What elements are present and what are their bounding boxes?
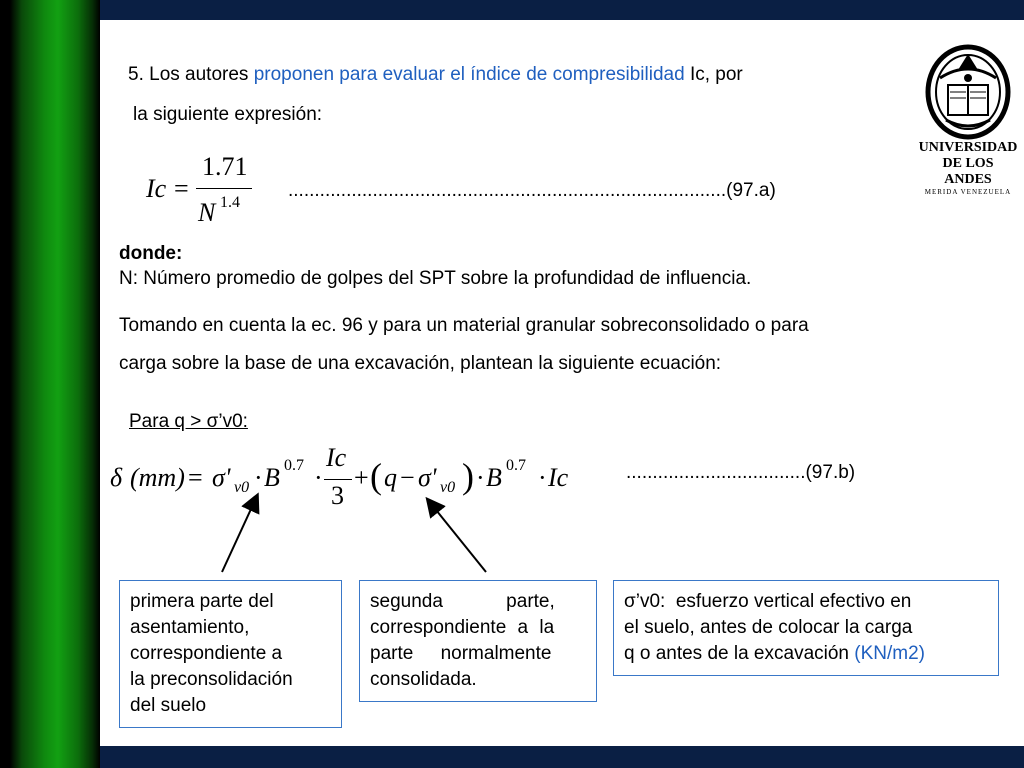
box2-line: consolidada. [370,669,477,690]
eq-b-dot1: · [254,463,263,492]
logo-line3: MERIDA VENEZUELA [924,188,1012,196]
eq-b-dot4: · [538,463,547,492]
box-first-part [119,580,342,728]
box3-line2: el suelo, antes de colocar la carga [624,617,913,638]
donde-title: donde: [119,243,183,264]
point5-line2: la siguiente expresión: [133,104,323,125]
logo-line1: UNIVERSIDAD [918,140,1018,155]
eq-a-lhs: Ic [146,174,167,203]
eq-a-numerator: 1.71 [202,152,248,181]
eq-b-B1: B [264,463,280,492]
eq-b-sub2: v0 [440,479,456,496]
eq-b-three: 3 [331,481,344,510]
eq-b-mm: (mm) [130,463,185,492]
eq-b-delta: δ [110,463,123,492]
box1-line: primera parte del [130,591,274,612]
eq-b-ic-end: Ic [548,463,569,492]
condition-label: Para q > σ’v0: [129,411,248,432]
box2-line: segunda parte, [370,591,555,612]
eq-a-den-base: N [198,198,216,227]
eq-b-B2: B [486,463,502,492]
paragraph-line1: Tomando en cuenta la ec. 96 y para un material granular sobreconsolidado o para [119,315,809,336]
eq-a-den-exp: 1.4 [220,194,240,211]
box3-units: (KN/m2) [854,643,925,664]
box1-line: asentamiento, [130,617,250,638]
point5-text-c: Ic, por [684,64,743,85]
eq-b-dot2: · [314,463,323,492]
eq-a-equals: = [174,174,189,203]
box-sigma-definition [613,580,999,676]
eq-b-tag: ..................................(97.b) [626,462,856,483]
box1-line: la preconsolidación [130,669,293,690]
eq-b-minus: − [400,463,415,492]
box3-line1: σ’v0: esfuerzo vertical efectivo en [624,591,912,612]
eq-b-equals: = [188,463,203,492]
arrow-left [222,496,257,572]
box2-line: parte normalmente [370,643,552,664]
eq-b-sigma1: σ' [212,463,231,492]
point5-number: 5. [128,64,144,85]
eq-b-lparen: ( [370,456,382,496]
box1-line: del suelo [130,695,207,716]
n-definition: N: Número promedio de golpes del SPT sobre la profundidad de influencia. [119,268,752,289]
box2-line: correspondiente a la [370,617,555,638]
eq-b-rparen: ) [462,456,474,496]
arrow-right [428,500,486,572]
point5-text-b: proponen para evaluar el índice de compresibilidad [253,64,685,85]
eq-b-dot3: · [476,463,485,492]
point5-text-a: Los autores [149,64,254,85]
logo-line2: DE LOS ANDES [942,156,994,187]
eq-a-tag: ...................................................................................(97.a) [288,180,776,201]
box-second-part [359,580,597,702]
eq-b-exp1: 0.7 [284,457,304,474]
eq-b-plus: + [354,463,369,492]
eq-b-exp2: 0.7 [506,457,526,474]
box1-line: correspondiente a [130,643,283,664]
eq-b-ic-num: Ic [326,443,347,472]
eq-b-sub1: v0 [234,479,250,496]
box3-line3 [624,641,988,667]
paragraph-line2: carga sobre la base de una excavación, plantean la siguiente ecuación: [119,353,722,374]
eq-b-q: q [384,463,397,492]
eq-b-sigma2: σ' [418,463,437,492]
box3-line3-text: q o antes de la excavación [624,643,855,664]
